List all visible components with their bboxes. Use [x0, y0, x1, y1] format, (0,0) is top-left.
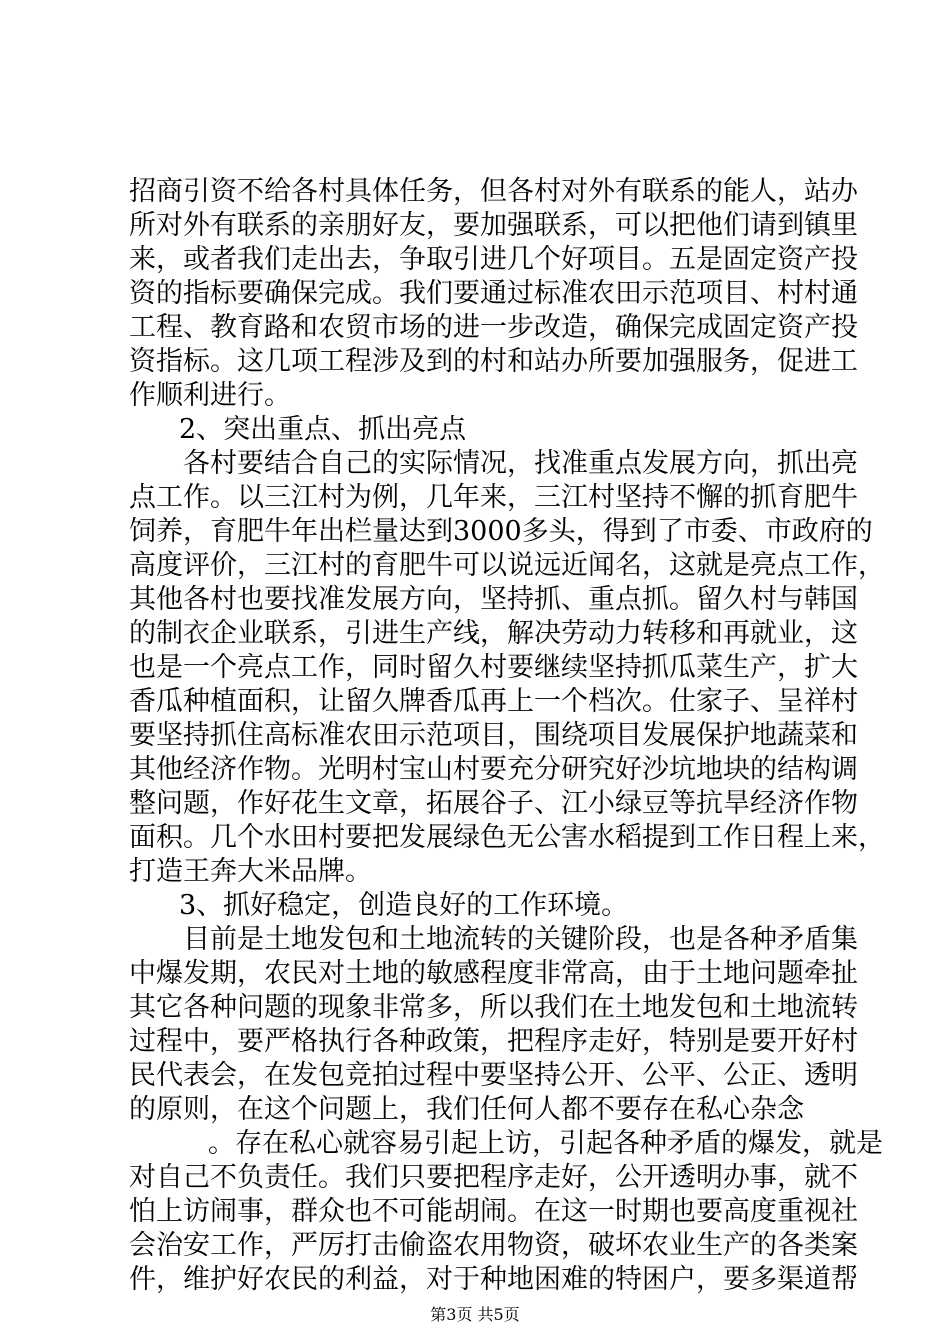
text-line: 资指标。这几项工程涉及到的村和站办所要加强服务，促进工	[129, 346, 858, 377]
text-line: 其他经济作物。光明村宝山村要充分研究好沙坑地块的结构调	[129, 754, 858, 785]
text-line: 作顺利进行。	[129, 380, 291, 411]
text-line: 香瓜种植面积，让留久牌香瓜再上一个档次。仕家子、呈祥村	[129, 686, 858, 717]
text-line: 目前是土地发包和土地流转的关键阶段，也是各种矛盾集	[183, 924, 858, 955]
text-line: 其它各种问题的现象非常多，所以我们在土地发包和土地流转	[129, 992, 858, 1023]
text-line: 对自己不负责任。我们只要把程序走好，公开透明办事，就不	[129, 1162, 858, 1193]
text-line: 点工作。以三江村为例，几年来，三江村坚持不懈的抓育肥牛	[129, 482, 858, 513]
text-line: 面积。几个水田村要把发展绿色无公害水稻提到工作日程上来，	[129, 822, 885, 853]
text-line: 来，或者我们走出去，争取引进几个好项目。五是固定资产投	[129, 244, 858, 275]
section-heading: 3、抓好稳定，创造良好的工作环境。	[179, 890, 629, 921]
text-line: 会治安工作，严厉打击偷盗农用物资，破坏农业生产的各类案	[129, 1230, 858, 1261]
text-line: 。存在私心就容易引起上访，引起各种矛盾的爆发，就是	[208, 1128, 883, 1159]
text-line: 中爆发期，农民对土地的敏感程度非常高，由于土地问题牵扯	[129, 958, 858, 989]
text-line: 要坚持抓住高标准农田示范项目，围绕项目发展保护地蔬菜和	[129, 720, 858, 751]
text-line: 各村要结合自己的实际情况，找准重点发展方向，抓出亮	[183, 448, 858, 479]
page-number-footer: 第3页 共5页	[430, 1305, 520, 1324]
text-line: 过程中，要严格执行各种政策，把程序走好，特别是要开好村	[129, 1026, 858, 1057]
text-line: 民代表会，在发包竞拍过程中要坚持公开、公平、公正、透明	[129, 1060, 858, 1091]
text-line: 工程、教育路和农贸市场的进一步改造，确保完成固定资产投	[129, 312, 858, 343]
text-line: 打造王奔大米品牌。	[129, 856, 372, 887]
text-line: 的制衣企业联系，引进生产线，解决劳动力转移和再就业，这	[129, 618, 858, 649]
text-line: 其他各村也要找准发展方向，坚持抓、重点抓。留久村与韩国	[129, 584, 858, 615]
text-line: 招商引资不给各村具体任务，但各村对外有联系的能人，站办	[129, 176, 858, 207]
text-line: 饲养，育肥牛年出栏量达到3000多头，得到了市委、市政府的	[129, 516, 873, 547]
text-line: 高度评价，三江村的育肥牛可以说远近闻名，这就是亮点工作，	[129, 550, 885, 581]
text-line: 的原则，在这个问题上，我们任何人都不要存在私心杂念	[129, 1094, 804, 1125]
text-line: 也是一个亮点工作，同时留久村要继续坚持抓瓜菜生产，扩大	[129, 652, 858, 683]
text-line: 资的指标要确保完成。我们要通过标准农田示范项目、村村通	[129, 278, 858, 309]
text-line: 所对外有联系的亲朋好友，要加强联系，可以把他们请到镇里	[129, 210, 858, 241]
section-heading: 2、突出重点、抓出亮点	[179, 414, 467, 445]
text-line: 整问题，作好花生文章，拓展谷子、江小绿豆等抗旱经济作物	[129, 788, 858, 819]
text-line: 怕上访闹事，群众也不可能胡闹。在这一时期也要高度重视社	[129, 1196, 858, 1227]
text-line: 件，维护好农民的利益，对于种地困难的特困户，要多渠道帮	[129, 1264, 858, 1295]
